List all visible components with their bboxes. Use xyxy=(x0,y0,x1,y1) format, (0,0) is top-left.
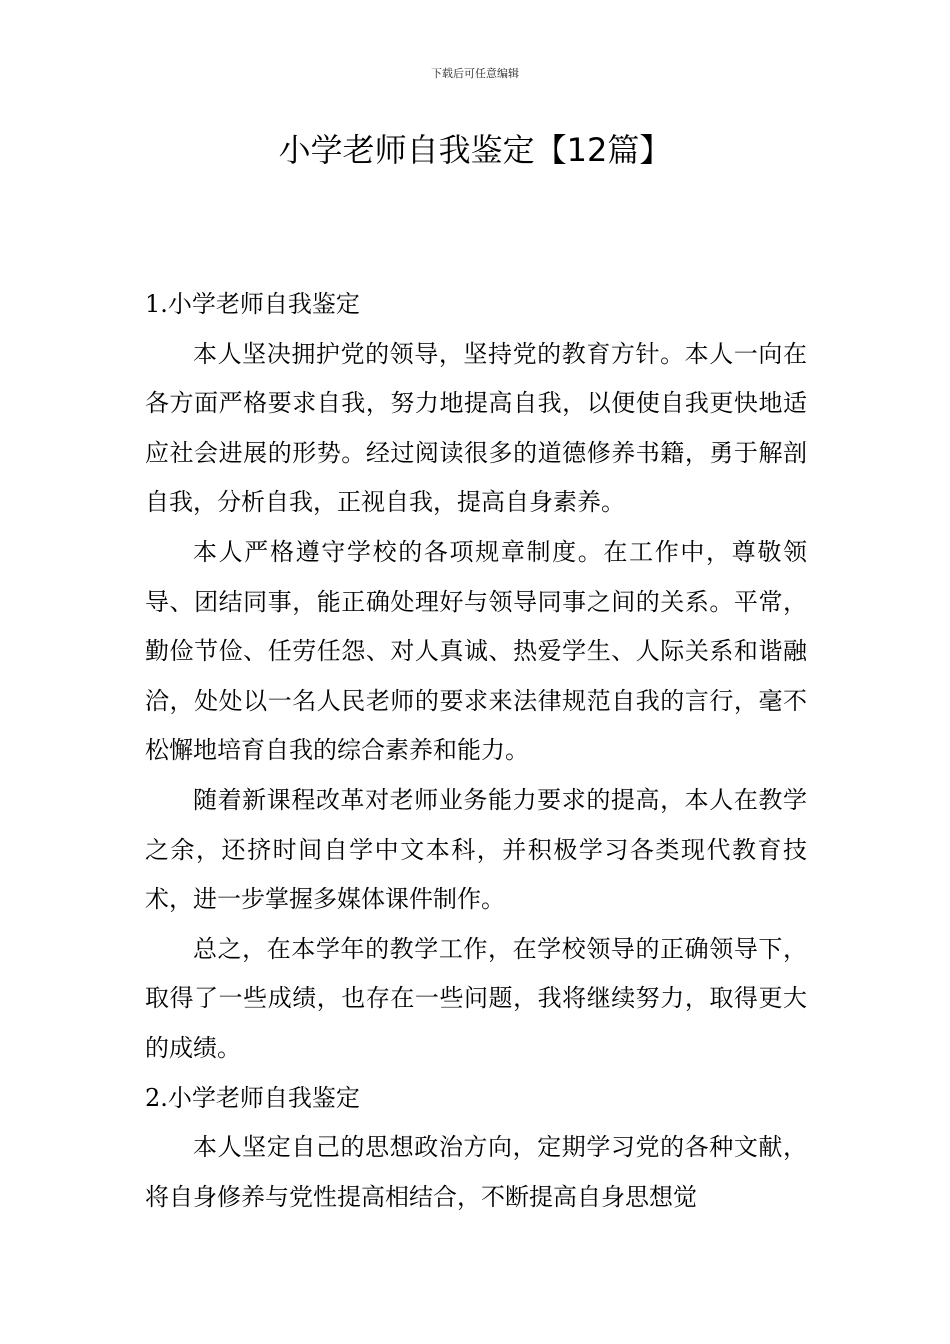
section-heading: 1.小学老师自我鉴定 xyxy=(145,290,360,318)
section-2 xyxy=(145,1074,807,1223)
paragraph: 本人坚定自己的思想政治方向，定期学习党的各种文献，将自身修养与党性提高相结合，不断提高自身思想觉 xyxy=(145,1133,807,1211)
section-1 xyxy=(145,280,807,1074)
paragraph: 总之，在本学年的教学工作，在学校领导的正确领导下，取得了一些成绩，也存在一些问题，我将继续努力，取得更大的成绩。 xyxy=(145,934,807,1062)
paragraph: 随着新课程改革对老师业务能力要求的提高，本人在教学之余，还挤时间自学中文本科，并积极学习各类现代教育技术，进一步掌握多媒体课件制作。 xyxy=(145,785,807,914)
document-title: 小学老师自我鉴定【12篇】 xyxy=(278,131,672,169)
section-heading: 2.小学老师自我鉴定 xyxy=(145,1083,360,1112)
paragraph: 本人严格遵守学校的各项规章制度。在工作中，尊敬领导、团结同事，能正确处理好与领导同事之间的关系。平常，勤俭节俭、任劳任怨、对人真诚、热爱学生、人际关系和谐融洽，处处以一名人民老师的要求来法律规范自我的言行，毫不松懈地培育自我的综合素养和能力。 xyxy=(145,537,807,765)
paragraph: 本人坚决拥护党的领导，坚持党的教育方针。本人一向在各方面严格要求自我，努力地提高自我，以便使自我更快地适应社会进展的形势。经过阅读很多的道德修养书籍，勇于解剖自我，分析自我，正视自我，提高自身素养。 xyxy=(145,339,807,517)
document-body xyxy=(145,280,807,1222)
header-note: 下载后可任意编辑 xyxy=(431,67,519,80)
